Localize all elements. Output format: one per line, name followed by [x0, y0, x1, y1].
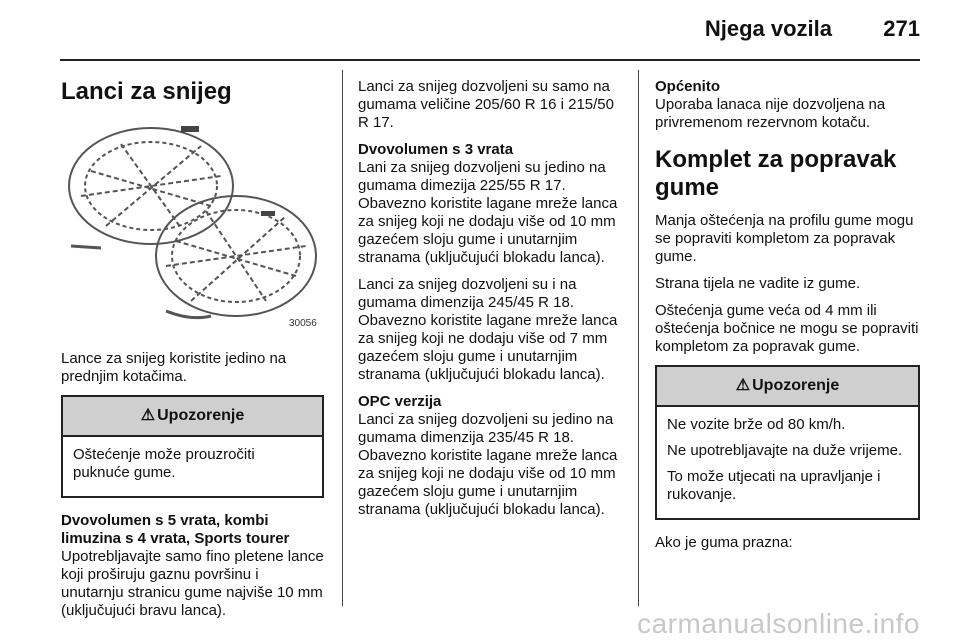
flat-tyre-intro: Ako je guma prazna:	[655, 534, 793, 551]
column-1	[61, 78, 324, 629]
sub-text-3-door: Lani za snijeg dozvoljeni su jedino na gumama dimezija 225/55 R 17. Obavezno koristite lagane mreže lanca za snijeg koji ne dodaju više od 10 mm gazećem sloju gume i unutarnjim stranama (uključujući blokadu lanca).	[358, 159, 618, 266]
warning-header-2	[657, 367, 918, 407]
warning-body-1	[63, 437, 322, 496]
watermark: carmanualsonline.info	[637, 608, 920, 639]
warning-title-2: Upozorenje	[752, 377, 840, 394]
warning-item: Ne upotrebljavajte na duže vrijeme.	[667, 442, 903, 459]
col2-intro: Lanci za snijeg dozvoljeni su samo na gumama veličine 205/60 R 16 i 215/50 R 17.	[358, 78, 614, 131]
warning-triangle-icon: ⚠	[735, 377, 751, 394]
snow-chains-illustration	[61, 116, 323, 334]
header-divider	[60, 59, 920, 61]
sub-heading-general: Općenito	[655, 78, 721, 95]
warning-text-1: Oštećenje može prouzročiti puknuće gume.	[73, 446, 255, 481]
warning-body-2	[657, 407, 918, 518]
warning-triangle-icon: ⚠	[140, 407, 156, 424]
figure-number: 30056	[289, 318, 317, 329]
col2-paragraph-245: Lanci za snijeg dozvoljeni su i na gumama dimenzija 245/45 R 18. Obavezno koristite lagane mreže lanca za snijeg koji ne dodaju više od 7 mm gazećem sloju gume i unutarnjim stranama (uključujući blokadu lanca).	[358, 276, 618, 383]
page-number: 271	[883, 16, 920, 41]
sub-text-5-door: Upotrebljavajte samo fino pletene lance koji proširuju gaznu površinu i unutarnju stranicu gume najviše 10 mm (uključujući bravu lanca).	[61, 548, 324, 619]
column-3	[655, 78, 920, 561]
section-heading-snow-chains: Lanci za snijeg	[61, 78, 232, 105]
warning-box-2	[655, 365, 920, 520]
sub-text-opc: Lanci za snijeg dozvoljeni su jedino na gumama dimenzija 235/45 R 18. Obavezno koristite lagane mreže lanca za snijeg koji ne dodaju više od 10 mm gazećem sloju gume i unutarnjim stranama (uključujući blokadu lanca).	[358, 411, 618, 518]
repair-paragraph-2: Strana tijela ne vadite iz gume.	[655, 275, 861, 292]
repair-paragraph-3: Oštećenja gume veća od 4 mm ili oštećenja bočnice ne mogu se popraviti kompletom za popravak gume.	[655, 302, 919, 355]
intro-paragraph: Lance za snijeg koristite jedino na prednjim kotačima.	[61, 350, 287, 385]
column-divider-1	[342, 70, 343, 606]
warning-box-1	[61, 395, 324, 498]
warning-title-1: Upozorenje	[157, 407, 245, 424]
warning-item: Ne vozite brže od 80 km/h.	[667, 416, 846, 433]
header-title: Njega vozila	[704, 16, 832, 41]
warning-header-1	[63, 397, 322, 437]
snow-chains-drawing	[61, 116, 323, 334]
column-2	[358, 78, 623, 528]
warning-item: To može utjecati na upravljanje i rukovanje.	[667, 468, 881, 503]
sub-heading-3-door: Dvovolumen s 3 vrata	[358, 141, 514, 158]
section-heading-repair-kit: Komplet za popravak gume	[655, 146, 897, 201]
general-text: Uporaba lanaca nije dozvoljena na privremenom rezervnom kotaču.	[655, 96, 886, 131]
sub-heading-5-door: Dvovolumen s 5 vrata, kombi limuzina s 4 vrata, Sports tourer	[61, 512, 290, 547]
sub-heading-opc: OPC verzija	[358, 393, 442, 410]
repair-paragraph-1: Manja oštećenja na profilu gume mogu se popraviti kompletom za popravak gume.	[655, 212, 914, 265]
column-divider-2	[638, 70, 639, 606]
